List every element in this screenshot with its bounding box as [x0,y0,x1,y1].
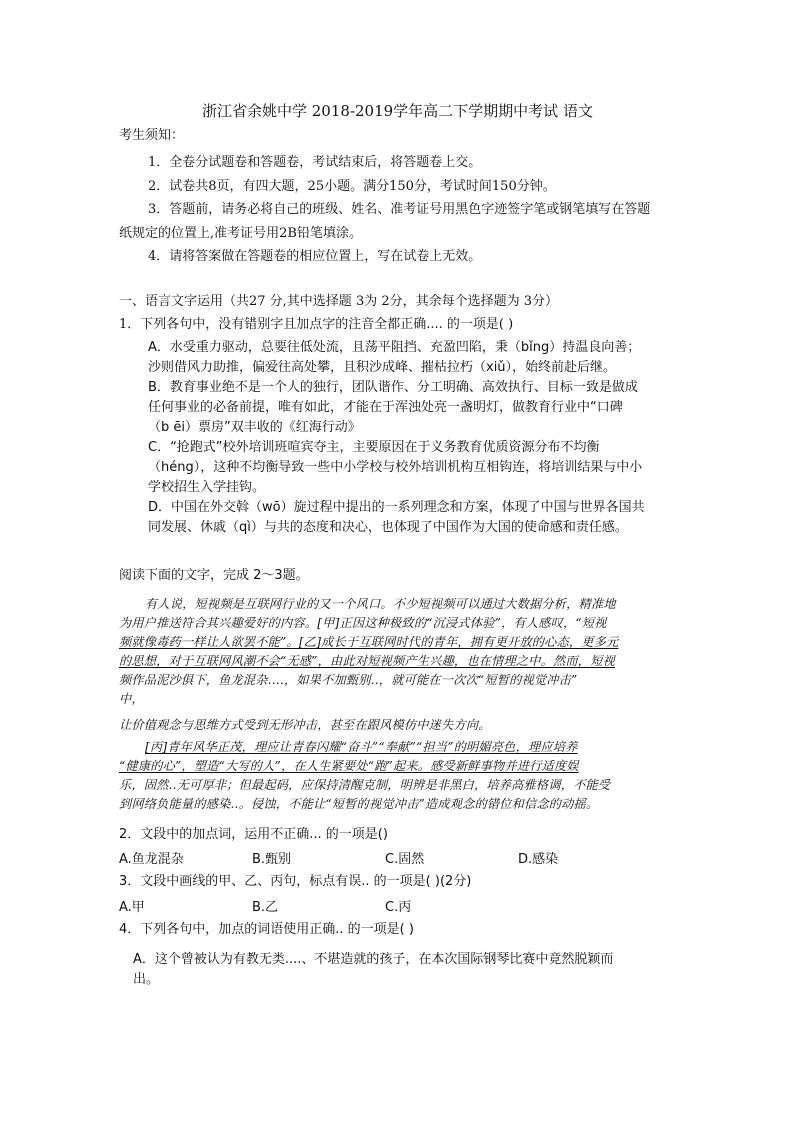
option-b: B.乙 [252,900,279,915]
option-line: （héng），这种不均衡导致一些中小学校与校外培训机构互相钩连，将培训结果与中小 [148,460,643,475]
passage-line: “健康的心”，塑造“大写的人”，在人生紧要处“跑”起来。感受新鲜事物并进行适度娱 [119,759,579,773]
option-line: 沙则借风力助推，偏爱往高处攀，且积沙成峰、摧枯拉朽（xiǔ），始终前赴后继。 [148,360,617,375]
passage-line: 频就像毒药一样让人欲罢不能”。[乙]成长于互联网时代的青年，拥有更开放的心态，更多元 [119,635,619,649]
notice-heading: 考生须知： [119,128,185,143]
question-stem: 2．文段中的加点词，运用不正确... 的一项是() [119,827,388,842]
question-stem: 3．文段中画线的甲、乙、丙句，标点有误.. 的一项是( )(2分) [119,874,472,889]
section-heading: 一、语言文字运用（共27 分,其中选择题 3为 2分，其余每个选择题为 3分） [119,294,559,309]
option-line: A．这个曾被认为有教无类....、不堪造就的孩子，在本次国际钢琴比赛中竟然脱颖而 [133,952,614,967]
option-line: 学校招生入学挂钩。 [148,480,266,495]
option-line: 出。 [133,972,160,987]
option-line: 同发展、休戚（qì）与共的态度和决心，也体现了中国作为大国的使命感和责任感。 [148,520,628,535]
option-a: A.甲 [119,900,145,915]
notice-item: 纸规定的位置上,准考证号用2B铅笔填涂。 [119,226,362,241]
option-line: D．中国在外交斡（wō）旋过程中提出的一系列理念和方案，体现了中国与世界各国共 [148,500,645,515]
option-line: 任何事业的必备前提，唯有如此，才能在于浑浊处亮一盏明灯，做教育行业中“口碑 [148,400,623,415]
passage-line: 乐，固然..无可厚非；但最起码，应保持清醒克制，明辨是非黑白，培养高雅格调，不能受 [119,778,611,792]
passage-line: 的思想，对于互联网风潮不会“无感”，由此对短视频产生兴趣，也在情理之中。然而，短视 [119,654,615,668]
option-a: A.鱼龙混杂 [119,852,184,867]
passage-line: 中， [119,692,144,706]
reading-prompt: 阅读下面的文字，完成 2～3题。 [119,568,309,583]
question-stem: 1．下列各句中，没有错别字且加点字的注音全都正确.... 的一项是( ) [119,317,514,332]
option-line: C．“抢跑式”校外培训班喧宾夺主，主要原因在于义务教育优质资源分布不均衡 [148,440,600,455]
passage-line: 为用户推送符合其兴趣爱好的内容。[甲]正因这种极致的“沉浸式体验”，有人感叹，“短视 [119,616,607,630]
passage-line: [丙]青年风华正茂，理应让青春闪耀“奋斗”“奉献”“担当”的明媚亮色，理应培养 [145,740,578,754]
passage-line: 到网络负能量的感染..。侵蚀，不能让“短暂的视觉冲击”造成观念的错位和信念的动摇。 [119,797,599,811]
option-d: D.感染 [518,852,559,867]
option-b: B.甄别 [252,852,292,867]
passage-line: 让价值观念与思维方式受到无形冲击，甚至在跟风模仿中迷失方向。 [119,718,491,732]
option-line: （b ēi）票房”双丰收的《红海行动》 [148,420,361,435]
notice-item: 2．试卷共8页，有四大题，25小题。满分150分，考试时间150分钟。 [148,179,556,194]
option-c: C.固然 [385,852,425,867]
option-c: C.丙 [385,900,412,915]
notice-item: 1．全卷分试题卷和答题卷，考试结束后，将答题卷上交。 [148,155,482,170]
question-stem: 4．下列各句中，加点的词语使用正确.. 的一项是( ) [119,922,414,937]
option-line: A．水受重力驱动，总要往低处流，且荡平阻挡、充盈凹陷，秉（bǐng）持温良向善； [148,340,641,355]
passage-line: 频作品泥沙俱下，鱼龙混杂....，如果不加甄别..，就可能在一次次“短暂的视觉冲击” [119,673,578,687]
passage-line: 有人说，短视频是互联网行业的又一个风口。不少短视频可以通过大数据分析，精准地 [145,597,616,611]
notice-item: 4．请将答案做在答题卷的相应位置上，写在试卷上无效。 [148,249,482,264]
exam-title: 浙江省余姚中学 2018-2019学年高二下学期期中考试 语文 [202,102,593,120]
notice-item: 3．答题前，请务必将自己的班级、姓名、准考证号用黑色字迹签字笔或钢笔填写在答题 [148,202,651,217]
option-line: B．教育事业绝不是一个人的独行，团队谐作、分工明确、高效执行、目标一致是做成 [148,380,638,395]
